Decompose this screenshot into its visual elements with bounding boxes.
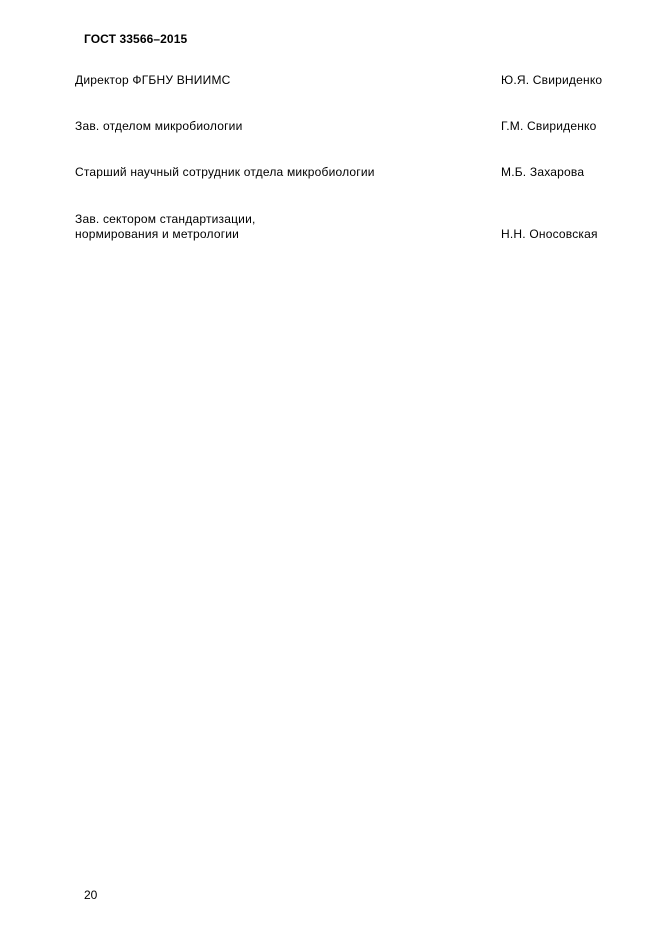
signatory-name: Г.М. Свириденко [501, 119, 597, 133]
signatory-name: М.Б. Захарова [501, 165, 585, 179]
document-header: ГОСТ 33566–2015 [84, 32, 188, 46]
signatory-title: Директор ФГБНУ ВНИИМС [75, 73, 231, 87]
signatory-row [75, 164, 620, 180]
signatory-row [75, 118, 620, 134]
signatory-title: Зав. сектором стандартизации, нормирования и метрологии [75, 212, 256, 241]
signatory-name: Ю.Я. Свириденко [501, 73, 603, 87]
signatory-title: Старший научный сотрудник отдела микробиологии [75, 165, 375, 179]
signatory-row [75, 210, 620, 242]
signatory-row [75, 72, 620, 88]
page-number: 20 [84, 888, 98, 902]
signatory-name: Н.Н. Оносовская [501, 227, 598, 241]
signatory-title: Зав. отделом микробиологии [75, 119, 243, 133]
